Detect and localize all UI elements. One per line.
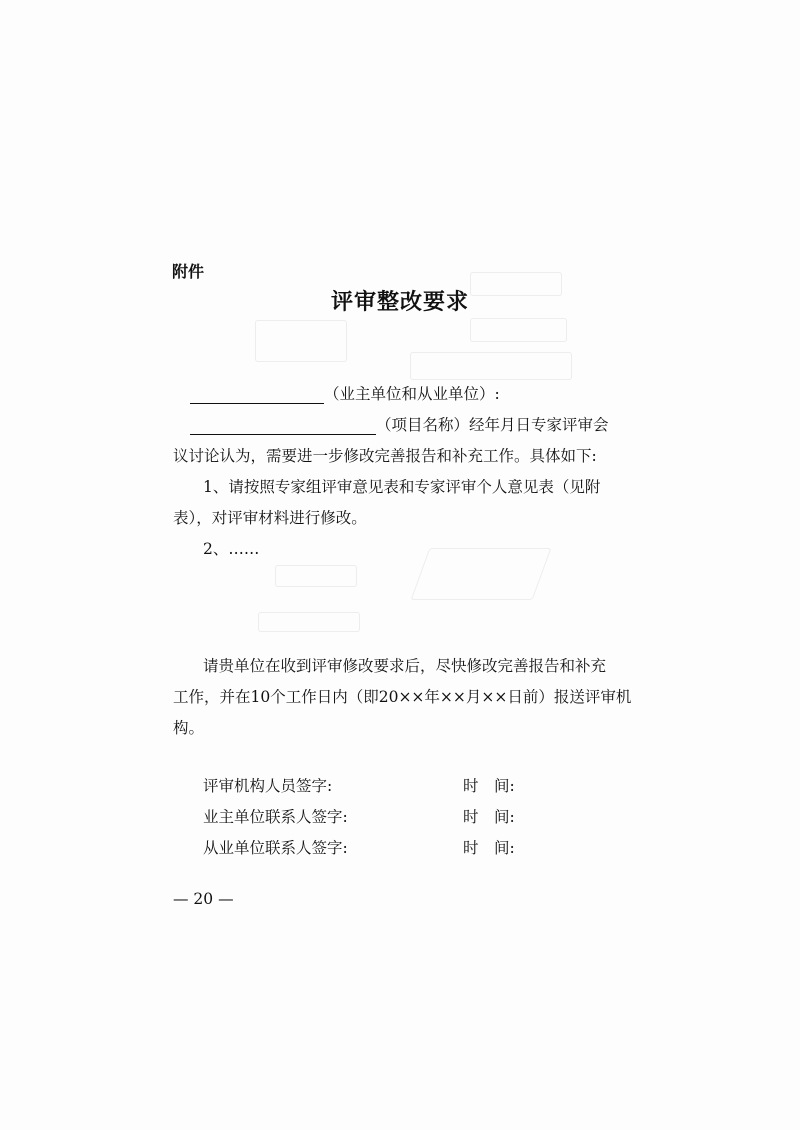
item-2: 2、…… — [203, 540, 260, 558]
item-1-line-1: 1、请按照专家组评审意见表和专家评审个人意见表（见附 — [203, 478, 601, 496]
addressee-line — [190, 384, 500, 404]
signature-label-owner-unit: 业主单位联系人签字: — [203, 808, 348, 826]
signature-label-review-agency: 评审机构人员签字: — [203, 777, 333, 795]
bleed-through-shape — [410, 352, 572, 380]
bleed-through-shape — [255, 320, 347, 362]
request-line-1: 请贵单位在收到评审修改要求后，尽快修改完善报告和补充 — [203, 657, 607, 675]
signature-time-review-agency: 时 间: — [463, 777, 515, 795]
body-line-2: 议讨论认为，需要进一步修改完善报告和补充工作。具体如下: — [173, 447, 597, 465]
request-line-2: 工作，并在10个工作日内（即20××年××月××日前）报送评审机 — [173, 688, 632, 706]
project-suffix: （项目名称）经年月日专家评审会 — [376, 416, 609, 434]
signature-label-practitioner-unit: 从业单位联系人签字: — [203, 839, 348, 857]
signature-time-owner-unit: 时 间: — [463, 808, 515, 826]
addressee-blank — [190, 385, 324, 404]
bleed-through-shape — [258, 612, 360, 632]
bleed-through-shape — [470, 318, 567, 342]
bleed-through-shape — [411, 548, 552, 600]
addressee-suffix: （业主单位和从业单位）: — [324, 385, 500, 403]
project-line — [190, 415, 609, 435]
bleed-through-shape — [275, 565, 357, 587]
request-line-3: 构。 — [173, 719, 205, 737]
page-number: — 20 — — [173, 890, 234, 908]
project-blank — [190, 416, 376, 435]
item-1-line-2: 表），对评审材料进行修改。 — [173, 509, 367, 527]
attachment-label: 附件 — [172, 262, 205, 281]
signature-time-practitioner-unit: 时 间: — [463, 839, 515, 857]
document-title: 评审整改要求 — [330, 290, 469, 315]
